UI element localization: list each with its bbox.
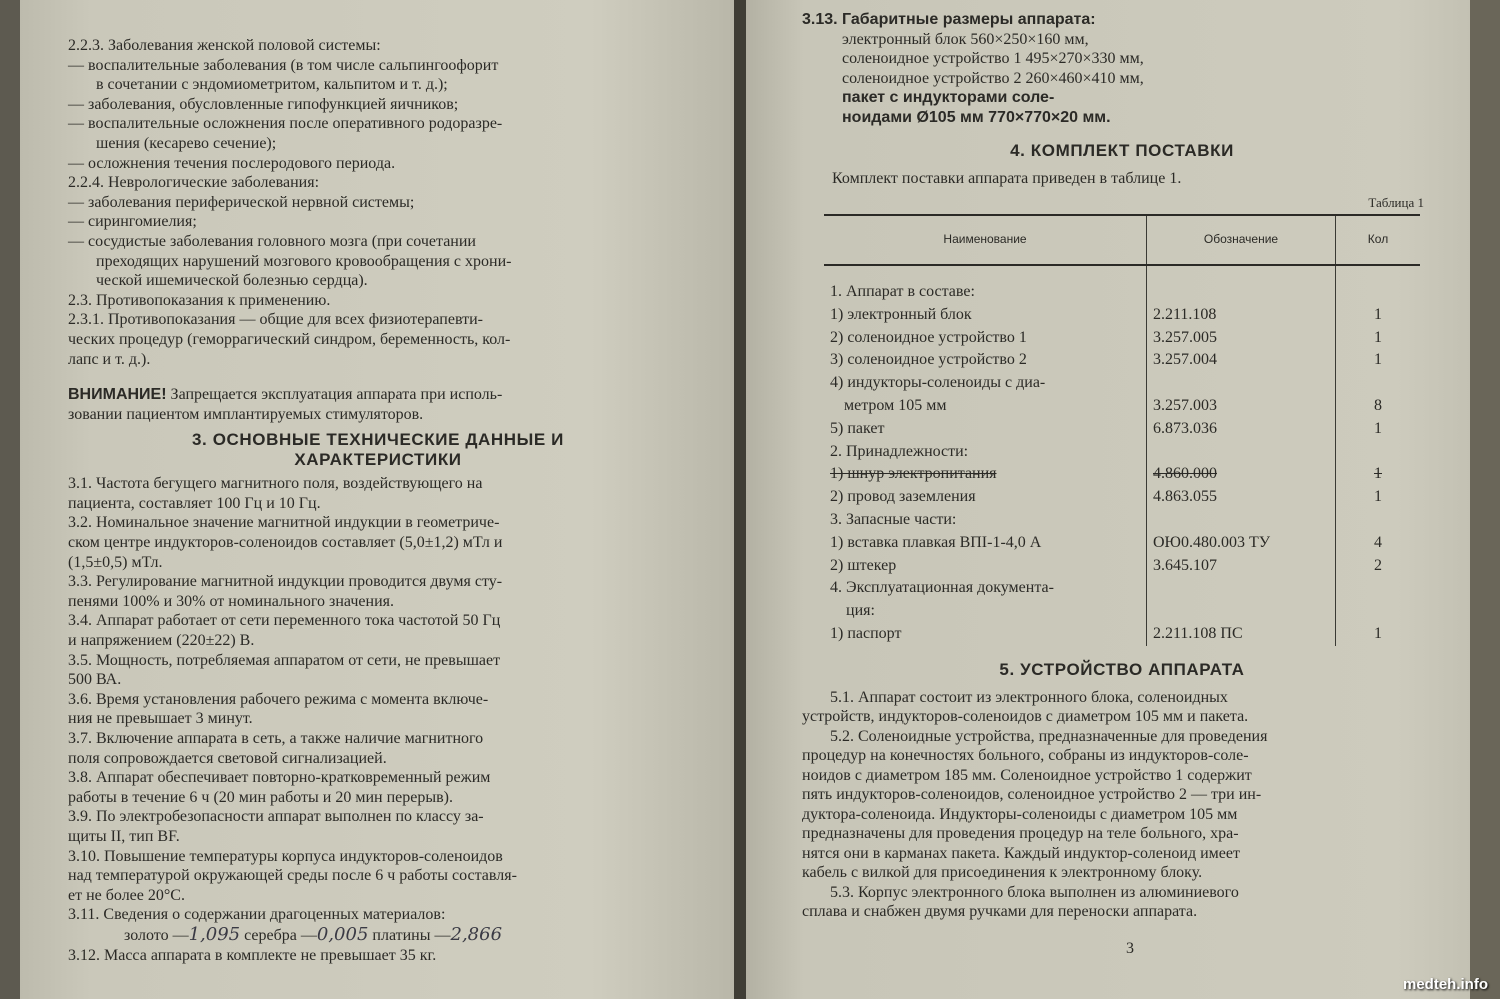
cell-qty: 1 bbox=[1336, 349, 1421, 372]
watermark: medteh.info bbox=[1403, 976, 1488, 993]
cell-qty bbox=[1336, 265, 1421, 304]
section-4-intro: Комплект поставки аппарата приведен в таблице 1. bbox=[832, 170, 1182, 187]
text-line: 2.2.3. Заболевания женской половой системы: bbox=[68, 37, 381, 54]
cell-name: ция: bbox=[846, 602, 875, 620]
platinum-label: платины — bbox=[372, 926, 451, 944]
table-row bbox=[824, 372, 1420, 395]
spec-line: 3.8. Аппарат обеспечивает повторно-кратковременный режим bbox=[68, 769, 491, 787]
table-row bbox=[824, 623, 1420, 646]
silver-label: серебра — bbox=[244, 926, 317, 944]
section-5-text bbox=[802, 688, 1442, 922]
delivery-set-table bbox=[824, 214, 1420, 646]
left-page bbox=[20, 0, 734, 999]
precious-metals-line bbox=[68, 925, 688, 946]
spec-line: 3.9. По электробезопасности аппарат выполнен по классу за- bbox=[68, 808, 484, 826]
table-row-struck-through bbox=[824, 463, 1420, 486]
section-3-title-line: ХАРАКТЕРИСТИКИ bbox=[294, 450, 462, 470]
section-3-title-line: 3. ОСНОВНЫЕ ТЕХНИЧЕСКИЕ ДАННЫЕ И bbox=[192, 430, 564, 450]
dimensions-line: электронный блок 560×250×160 мм, bbox=[842, 30, 1089, 48]
spec-line: 3.4. Аппарат работает от сети переменного тока частотой 50 Гц bbox=[68, 612, 501, 630]
cell-name: 2) соленоидное устройство 1 bbox=[830, 328, 1027, 346]
cell-name: 1) электронный блок bbox=[830, 305, 972, 323]
cell-code: 2.211.108 bbox=[1147, 304, 1336, 327]
spec-line: пенями 100% и 30% от номинального значения. bbox=[68, 592, 395, 610]
section-5-line: 5.1. Аппарат состоит из электронного блока, соленоидных bbox=[830, 688, 1228, 706]
text-line: преходящих нарушений мозгового кровообращения с хрони- bbox=[96, 252, 512, 270]
text-line: ческой ишемической болезнью сердца). bbox=[96, 272, 368, 290]
header-code: Обозначение bbox=[1147, 215, 1336, 265]
cell-name: 2) штекер bbox=[830, 556, 897, 574]
cell-code: 3.257.005 bbox=[1147, 327, 1336, 350]
gold-label: золото — bbox=[124, 926, 189, 944]
cell-name: 5) пакет bbox=[830, 419, 885, 437]
section-5-line: дуктора-соленоида. Индукторы-соленоиды с диаметром 105 мм bbox=[802, 805, 1238, 823]
book-gutter bbox=[734, 0, 746, 999]
right-page-text bbox=[802, 10, 1442, 922]
cell-name: 1. Аппарат в составе: bbox=[830, 283, 975, 300]
warning-label: ВНИМАНИЕ! bbox=[68, 386, 167, 404]
gold-value-handwritten: 1,095 bbox=[188, 923, 241, 945]
cell-name: 4. Эксплуатационная документа- bbox=[830, 579, 1054, 597]
cell-qty: 1 bbox=[1336, 327, 1421, 350]
table-row bbox=[824, 441, 1420, 464]
cell-code: ОЮ0.480.003 ТУ bbox=[1147, 532, 1336, 555]
dimensions-line: пакет с индукторами соле- bbox=[842, 89, 1055, 106]
section-5-line: пять индукторов-соленоидов, соленоидное устройство 2 — три ин- bbox=[802, 786, 1262, 804]
cell-qty: 1 bbox=[1336, 463, 1421, 486]
cell-qty: 1 bbox=[1336, 418, 1421, 441]
text-line: 2.3.1. Противопоказания — общие для всех физиотерапевти- bbox=[68, 311, 483, 329]
cell-name: 3. Запасные части: bbox=[830, 510, 957, 528]
cell-code bbox=[1147, 509, 1336, 532]
left-page-text bbox=[68, 36, 688, 965]
cell-qty bbox=[1336, 509, 1421, 532]
header-name: Наименование bbox=[824, 215, 1147, 265]
next-page-edge bbox=[1470, 0, 1500, 999]
cell-name: 1) шнур электропитания bbox=[830, 465, 997, 483]
table-row bbox=[824, 555, 1420, 578]
cell-name: 1) вставка плавкая ВПІ-1-4,0 А bbox=[830, 533, 1042, 551]
spec-line: работы в течение 6 ч (20 мин работы и 20 мин перерыв). bbox=[68, 788, 454, 806]
cell-code: 3.257.003 bbox=[1147, 395, 1336, 418]
section-5-title: 5. УСТРОЙСТВО АППАРАТА bbox=[999, 659, 1245, 679]
table-row bbox=[824, 395, 1420, 418]
spec-line: ском центре индукторов-соленоидов составляет (5,0±1,2) мТл и bbox=[68, 534, 503, 552]
spec-line: 3.2. Номинальное значение магнитной индукции в геометриче- bbox=[68, 514, 500, 532]
cell-qty: 2 bbox=[1336, 555, 1421, 578]
section-4-title: 4. КОМПЛЕКТ ПОСТАВКИ bbox=[1010, 141, 1234, 160]
section-5-line: предназначены для проведения процедур на теле больного, хра- bbox=[802, 825, 1239, 843]
spec-line: 3.11. Сведения о содержании драгоценных материалов: bbox=[68, 906, 446, 924]
table-row bbox=[824, 532, 1420, 555]
right-page bbox=[746, 0, 1470, 999]
table-caption: Таблица 1 bbox=[1368, 194, 1424, 210]
cell-name: 1) паспорт bbox=[830, 624, 902, 642]
text-line: — осложнения течения послеродового периода. bbox=[68, 154, 396, 172]
spec-line: 3.5. Мощность, потребляемая аппаратом от сети, не превышает bbox=[68, 651, 501, 669]
cell-code: 3.257.004 bbox=[1147, 349, 1336, 372]
cell-code: 3.645.107 bbox=[1147, 555, 1336, 578]
dimensions-title: 3.13. Габаритные размеры аппарата: bbox=[802, 11, 1096, 28]
table-row bbox=[824, 577, 1420, 600]
cell-code: 2.211.108 ПС bbox=[1147, 623, 1336, 646]
cell-name: 4) индукторы-соленоиды с диа- bbox=[830, 374, 1046, 392]
cell-qty: 8 bbox=[1336, 395, 1421, 418]
cell-qty: 4 bbox=[1336, 532, 1421, 555]
cell-name: 2. Принадлежности: bbox=[830, 442, 969, 460]
spec-line: 500 ВА. bbox=[68, 671, 122, 689]
text-line: — воспалительные заболевания (в том числе сальпингоофорит bbox=[68, 56, 499, 74]
spec-line: поля сопровождается световой сигнализацией. bbox=[68, 749, 387, 767]
cell-code bbox=[1147, 441, 1336, 464]
cell-code bbox=[1147, 265, 1336, 304]
text-line: в сочетании с эндомиометритом, кальпитом и т. д.); bbox=[96, 76, 448, 94]
table-row bbox=[824, 600, 1420, 623]
text-line: — заболевания, обусловленные гипофункцией яичников; bbox=[68, 95, 459, 113]
cell-qty bbox=[1336, 600, 1421, 623]
text-line: 2.3. Противопоказания к применению. bbox=[68, 291, 331, 309]
spec-line: 3.1. Частота бегущего магнитного поля, воздействующего на bbox=[68, 475, 483, 493]
warning-text: Запрещается эксплуатация аппарата при исполь- bbox=[166, 386, 503, 404]
spec-line: и напряжением (220±22) В. bbox=[68, 632, 255, 650]
cell-qty: 1 bbox=[1336, 623, 1421, 646]
text-line: лапс и т. д.). bbox=[68, 350, 151, 368]
header-qty: Кол bbox=[1336, 215, 1421, 265]
warning-text-continued: зовании пациентом имплантируемых стимуляторов. bbox=[68, 405, 424, 423]
cell-qty: 1 bbox=[1336, 486, 1421, 509]
text-line: — сосудистые заболевания головного мозга (при сочетании bbox=[68, 232, 476, 250]
cell-qty: 1 bbox=[1336, 304, 1421, 327]
spec-line: пациента, составляет 100 Гц и 10 Гц. bbox=[68, 494, 321, 512]
section-5-line: кабель с вилкой для присоединения к электронному блоку. bbox=[802, 864, 1203, 882]
spec-line: над температурой окружающей среды после 6 ч работы составля- bbox=[68, 867, 517, 885]
page-number: 3 bbox=[1126, 940, 1134, 957]
spec-line: ния не превышает 3 минут. bbox=[68, 710, 253, 728]
cell-code bbox=[1147, 372, 1336, 395]
section-5-line: нятся они в карманах пакета. Каждый индуктор-соленоид имеет bbox=[802, 844, 1240, 862]
section-5-line: 5.2. Соленоидные устройства, предназначенные для проведения bbox=[830, 727, 1268, 745]
section-5-line: процедур на конечностях больного, собраны из индукторов-соле- bbox=[802, 747, 1249, 765]
dimensions-line: соленоидное устройство 1 495×270×330 мм, bbox=[842, 50, 1144, 67]
section-5-line: устройств, индукторов-соленоидов с диаметром 105 мм и пакета. bbox=[802, 708, 1249, 726]
spec-line: (1,5±0,5) мТл. bbox=[68, 553, 163, 571]
warning-paragraph bbox=[68, 385, 688, 405]
cell-qty bbox=[1336, 441, 1421, 464]
cell-name: 3) соленоидное устройство 2 bbox=[830, 351, 1027, 369]
table-row bbox=[824, 509, 1420, 532]
cell-code: 4.860.000 bbox=[1147, 463, 1336, 486]
text-line: шения (кесарево сечение); bbox=[96, 134, 277, 152]
spec-line: 3.7. Включение аппарата в сеть, а также наличие магнитного bbox=[68, 730, 484, 747]
cell-code: 4.863.055 bbox=[1147, 486, 1336, 509]
text-line: — заболевания периферической нервной системы; bbox=[68, 193, 415, 211]
table-row bbox=[824, 486, 1420, 509]
cell-code bbox=[1147, 577, 1336, 600]
table-row bbox=[824, 418, 1420, 441]
table-row bbox=[824, 327, 1420, 350]
spec-line: 3.3. Регулирование магнитной индукции проводится двумя сту- bbox=[68, 573, 503, 591]
cell-qty bbox=[1336, 372, 1421, 395]
cell-qty bbox=[1336, 577, 1421, 600]
section-5-line: 5.3. Корпус электронного блока выполнен из алюминиевого bbox=[830, 883, 1239, 901]
section-5-line: ноидов с диаметром 185 мм. Соленоидное устройство 1 содержит bbox=[802, 766, 1252, 784]
cell-name: 2) провод заземления bbox=[830, 488, 976, 506]
mass-line: 3.12. Масса аппарата в комплекте не превышает 35 кг. bbox=[68, 946, 437, 964]
table-row bbox=[824, 349, 1420, 372]
table-header-row bbox=[824, 215, 1420, 265]
dimensions-line: ноидами Ø105 мм 770×770×20 мм. bbox=[842, 108, 1111, 126]
section-5-line: сплава и снабжен двумя ручками для переноски аппарата. bbox=[802, 903, 1198, 921]
table-row bbox=[824, 304, 1420, 327]
table-row bbox=[824, 265, 1420, 304]
dimensions-line: соленоидное устройство 2 260×460×410 мм, bbox=[842, 69, 1144, 87]
spec-line: щиты II, тип BF. bbox=[68, 827, 180, 845]
text-line: ческих процедур (геморрагический синдром, беременность, кол- bbox=[68, 330, 511, 348]
spec-line: ет не более 20°С. bbox=[68, 886, 185, 904]
cell-name: метром 105 мм bbox=[844, 396, 947, 414]
text-line: — воспалительные осложнения после оперативного родоразре- bbox=[68, 115, 503, 133]
cell-code: 6.873.036 bbox=[1147, 418, 1336, 441]
text-line: 2.2.4. Неврологические заболевания: bbox=[68, 174, 320, 192]
silver-value-handwritten: 0,005 bbox=[316, 923, 369, 945]
spec-line: 3.10. Повышение температуры корпуса индукторов-соленоидов bbox=[68, 847, 503, 865]
section-3-title bbox=[68, 430, 688, 470]
cell-code bbox=[1147, 600, 1336, 623]
spec-line: 3.6. Время установления рабочего режима с момента включе- bbox=[68, 690, 489, 708]
text-line: — сирингомиелия; bbox=[68, 213, 197, 231]
platinum-value-handwritten: 2,866 bbox=[450, 923, 503, 945]
